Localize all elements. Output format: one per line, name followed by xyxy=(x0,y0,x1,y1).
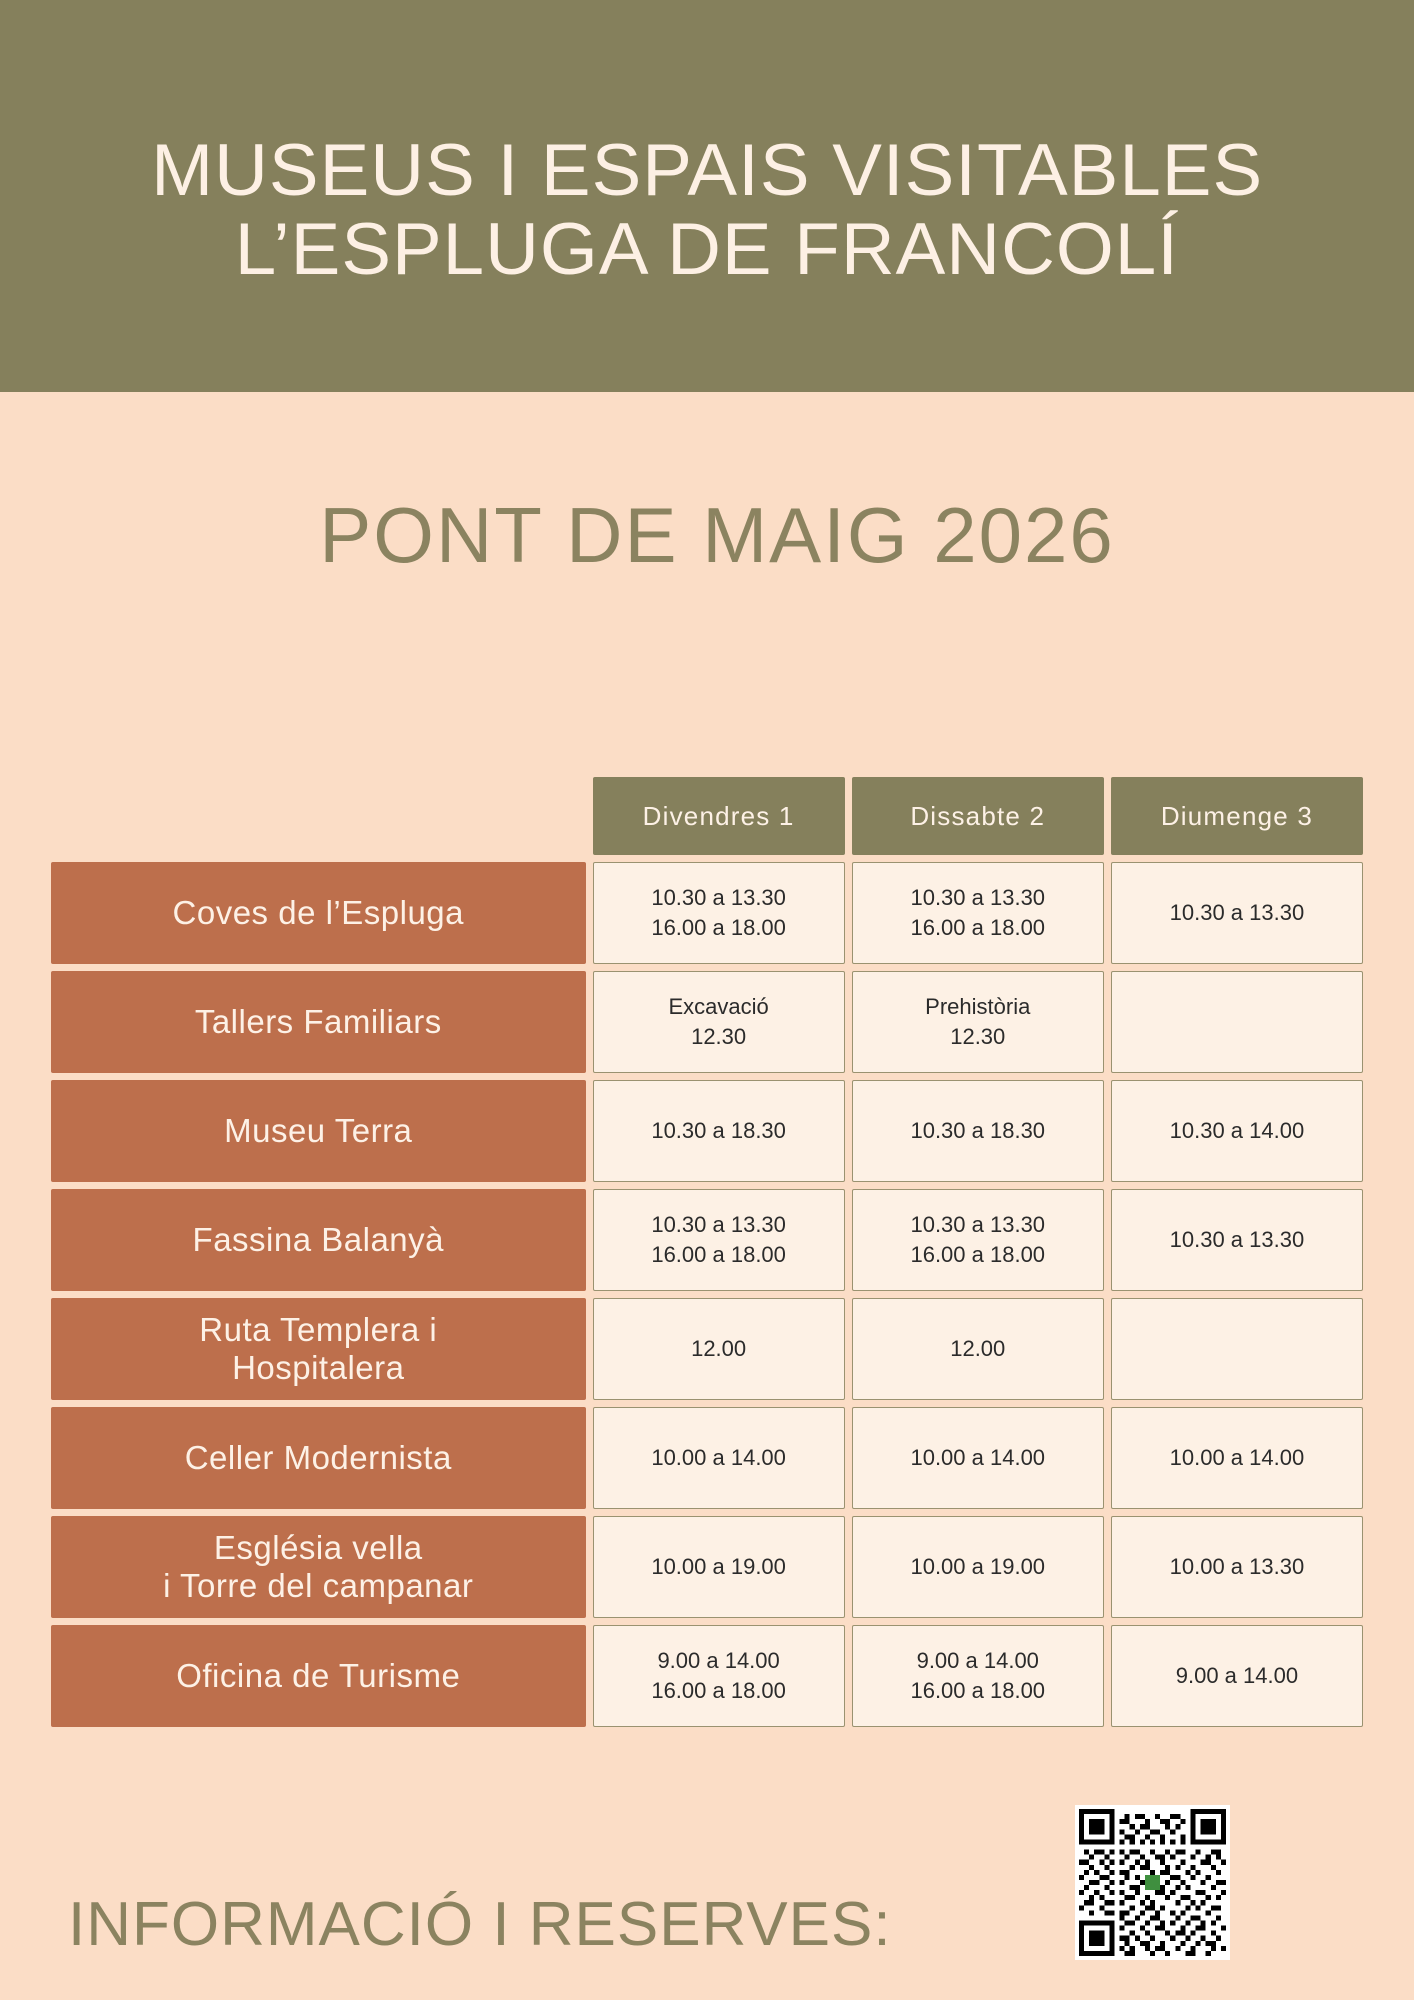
table-row xyxy=(51,1516,1363,1618)
cell-celler-diumenge: 10.00 a 14.00 xyxy=(1111,1407,1363,1509)
row-label-tallers-familiars: Tallers Familiars xyxy=(51,971,586,1073)
row-label-celler-modernista: Celler Modernista xyxy=(51,1407,586,1509)
schedule-body xyxy=(51,862,1363,1727)
cell-fassina-divendres: 10.30 a 13.30 16.00 a 18.00 xyxy=(593,1189,845,1291)
cell-tallers-dissabte: Prehistòria 12.30 xyxy=(852,971,1104,1073)
row-label-museu-terra: Museu Terra xyxy=(51,1080,586,1182)
table-row xyxy=(51,1080,1363,1182)
cell-coves-divendres: 10.30 a 13.30 16.00 a 18.00 xyxy=(593,862,845,964)
poster-header xyxy=(0,0,1414,392)
cell-fassina-dissabte: 10.30 a 13.30 16.00 a 18.00 xyxy=(852,1189,1104,1291)
cell-celler-dissabte: 10.00 a 14.00 xyxy=(852,1407,1104,1509)
table-row xyxy=(51,1625,1363,1727)
cell-oficina-divendres: 9.00 a 14.00 16.00 a 18.00 xyxy=(593,1625,845,1727)
row-label-ruta-templera-i-hospitalera: Ruta Templera i Hospitalera xyxy=(51,1298,586,1400)
cell-celler-divendres: 10.00 a 14.00 xyxy=(593,1407,845,1509)
cell-fassina-diumenge: 10.30 a 13.30 xyxy=(1111,1189,1363,1291)
row-label-coves-de-lespluga: Coves de l’Espluga xyxy=(51,862,586,964)
table-corner-spacer xyxy=(51,777,586,855)
table-row xyxy=(51,1189,1363,1291)
cell-oficina-diumenge: 9.00 a 14.00 xyxy=(1111,1625,1363,1727)
cell-esglesia-divendres: 10.00 a 19.00 xyxy=(593,1516,845,1618)
footer-label: INFORMACIÓ I RESERVES: xyxy=(68,1889,892,1959)
column-header-day-3: Diumenge 3 xyxy=(1111,777,1363,855)
cell-esglesia-diumenge: 10.00 a 13.30 xyxy=(1111,1516,1363,1618)
qr-code-icon[interactable] xyxy=(1075,1805,1230,1960)
header-title-line-1: MUSEUS I ESPAIS VISITABLES xyxy=(150,130,1264,212)
cell-museu-terra-diumenge: 10.30 a 14.00 xyxy=(1111,1080,1363,1182)
row-label-fassina-balanya: Fassina Balanyà xyxy=(51,1189,586,1291)
poster-subtitle: PONT DE MAIG 2026 xyxy=(319,491,1115,579)
row-label-esglesia-vella-i-torre-del-campanar: Església vella i Torre del campanar xyxy=(51,1516,586,1618)
table-row xyxy=(51,1407,1363,1509)
cell-coves-diumenge: 10.30 a 13.30 xyxy=(1111,862,1363,964)
header-title-line-2: L’ESPLUGA DE FRANCOLÍ xyxy=(234,209,1180,290)
table-row xyxy=(51,971,1363,1073)
cell-tallers-divendres: Excavació 12.30 xyxy=(593,971,845,1073)
cell-ruta-diumenge xyxy=(1111,1298,1363,1400)
row-label-oficina-de-turisme: Oficina de Turisme xyxy=(51,1625,586,1727)
cell-tallers-diumenge xyxy=(1111,971,1363,1073)
cell-coves-dissabte: 10.30 a 13.30 16.00 a 18.00 xyxy=(852,862,1104,964)
column-header-day-1: Divendres 1 xyxy=(593,777,845,855)
table-row xyxy=(51,862,1363,964)
cell-museu-terra-divendres: 10.30 a 18.30 xyxy=(593,1080,845,1182)
table-header-row xyxy=(51,777,1363,855)
cell-ruta-dissabte: 12.00 xyxy=(852,1298,1104,1400)
cell-oficina-dissabte: 9.00 a 14.00 16.00 a 18.00 xyxy=(852,1625,1104,1727)
column-header-day-2: Dissabte 2 xyxy=(852,777,1104,855)
cell-esglesia-dissabte: 10.00 a 19.00 xyxy=(852,1516,1104,1618)
schedule-table xyxy=(44,770,1370,1734)
table-row xyxy=(51,1298,1363,1400)
cell-ruta-divendres: 12.00 xyxy=(593,1298,845,1400)
cell-museu-terra-dissabte: 10.30 a 18.30 xyxy=(852,1080,1104,1182)
